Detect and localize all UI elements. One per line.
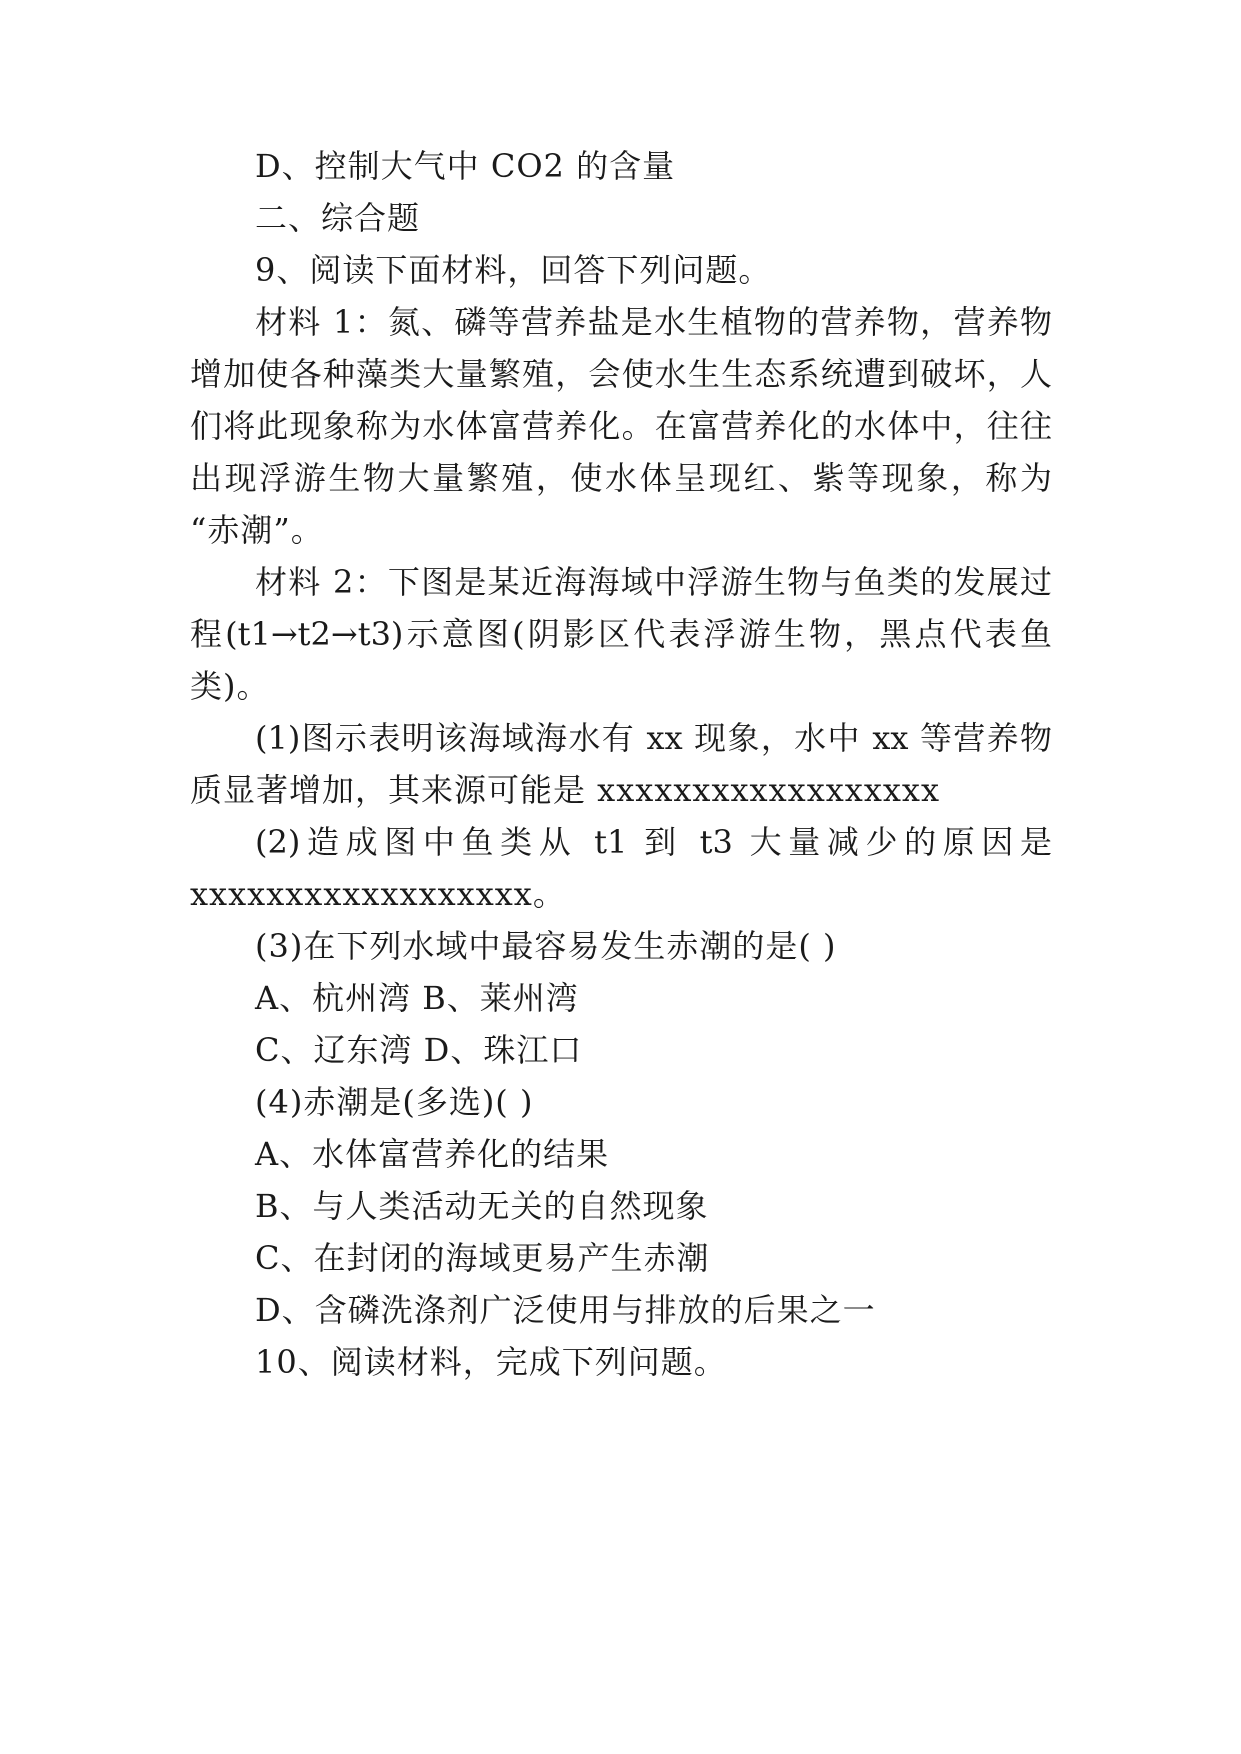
sub-question-3-options-ab: A、杭州湾 B、莱州湾 — [255, 979, 579, 1017]
sub-question-3-options-cd: C、辽东湾 D、珠江口 — [255, 1031, 583, 1069]
sub-question-4-option-b: B、与人类活动无关的自然现象 — [255, 1187, 709, 1225]
sub-question-2-line-2: xxxxxxxxxxxxxxxxxx。 — [190, 875, 566, 913]
sub-question-4: (4)赤潮是(多选)( ) — [255, 1083, 534, 1121]
section-heading: 二、综合题 — [255, 199, 421, 237]
material-1-line-5: “赤潮”。 — [190, 511, 324, 549]
question-9-prompt: 9、阅读下面材料，回答下列问题。 — [255, 251, 772, 289]
sub-question-3: (3)在下列水域中最容易发生赤潮的是( ) — [255, 927, 837, 965]
sub-question-1-line-1: (1)图示表明该海域海水有 xx 现象，水中 xx 等营养物 — [255, 719, 1052, 757]
material-2-line-3: 类)。 — [190, 667, 270, 705]
material-2-line-2: 程(t1→t2→t3)示意图(阴影区代表浮游生物，黑点代表鱼 — [190, 615, 1052, 653]
material-1-line-3: 们将此现象称为水体富营养化。在富营养化的水体中，往往 — [190, 407, 1052, 445]
sub-question-4-option-d: D、含磷洗涤剂广泛使用与排放的后果之一 — [255, 1291, 876, 1329]
material-1-line-4: 出现浮游生物大量繁殖，使水体呈现红、紫等现象，称为 — [190, 459, 1052, 497]
question-10-prompt: 10、阅读材料，完成下列问题。 — [255, 1343, 727, 1381]
option-d-co2: D、控制大气中 CO2 的含量 — [255, 147, 676, 185]
material-2-line-1: 材料 2：下图是某近海海域中浮游生物与鱼类的发展过 — [255, 563, 1052, 601]
sub-question-4-option-a: A、水体富营养化的结果 — [255, 1135, 610, 1173]
sub-question-4-option-c: C、在封闭的海域更易产生赤潮 — [255, 1239, 710, 1277]
material-1-line-1: 材料 1：氮、磷等营养盐是水生植物的营养物，营养物 — [255, 303, 1052, 341]
sub-question-2-line-1: (2)造成图中鱼类从 t1 到 t3 大量减少的原因是 — [255, 823, 1052, 861]
sub-question-1-line-2: 质显著增加，其来源可能是 xxxxxxxxxxxxxxxxxx — [190, 771, 941, 809]
material-1-line-2: 增加使各种藻类大量繁殖，会使水生生态系统遭到破坏，人 — [190, 355, 1052, 393]
